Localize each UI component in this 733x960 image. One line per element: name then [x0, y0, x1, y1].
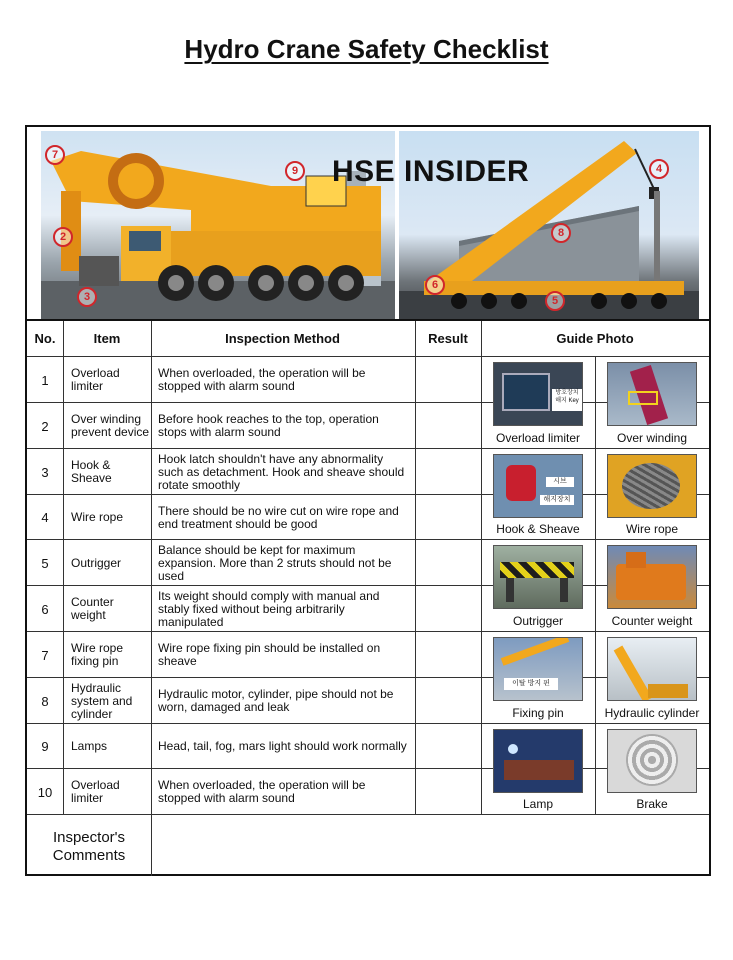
- header-result: Result: [428, 331, 468, 346]
- page-title: Hydro Crane Safety Checklist: [184, 34, 549, 64]
- marker-9: 9: [285, 161, 305, 181]
- row-no: 5: [41, 555, 49, 571]
- row-method: There should be no wire cut on wire rope and end treatment should be good: [158, 503, 399, 531]
- row-item: Wire rope: [71, 510, 124, 524]
- overload-tag-2: 해지 Key: [555, 398, 579, 404]
- fixing-pin-photo: [493, 637, 583, 701]
- table-header-row: [27, 321, 709, 356]
- comments-field[interactable]: [151, 815, 709, 877]
- guide-label: Hook & Sheave: [496, 522, 580, 536]
- outrigger-photo: [493, 545, 583, 609]
- row-no: 1: [41, 372, 49, 388]
- row-result[interactable]: [415, 632, 481, 678]
- brake-photo: [607, 729, 697, 793]
- marker-2: 2: [53, 227, 73, 247]
- row-result[interactable]: [415, 769, 481, 815]
- row-method: Its weight should comply with manual and stably fixed without being arbitrarily manipulated: [158, 588, 380, 629]
- guide-label: Wire rope: [625, 522, 678, 536]
- hydraulic-cylinder-photo: [607, 637, 697, 701]
- row-no: 3: [41, 464, 49, 480]
- guide-label: Lamp: [522, 797, 554, 811]
- guide-label: Counter weight: [611, 614, 693, 628]
- wire-rope-photo: [607, 454, 697, 518]
- row-method: When overloaded, the operation will be stopped with alarm sound: [158, 778, 366, 805]
- row-item: Overload limiter: [71, 778, 120, 805]
- header-guide-photo: Guide Photo: [556, 331, 634, 346]
- checklist-table: [27, 319, 709, 864]
- row-result[interactable]: [415, 357, 481, 403]
- marker-5: 5: [545, 291, 565, 311]
- guide-label: Fixing pin: [512, 706, 564, 720]
- row-item: Over winding prevent device: [71, 412, 150, 439]
- row-item: Hook & Sheave: [71, 458, 112, 485]
- marker-7: 7: [45, 145, 65, 165]
- row-method: Head, tail, fog, mars light should work normally: [158, 739, 407, 753]
- row-result[interactable]: [415, 403, 481, 449]
- header-inspection-method: Inspection Method: [225, 331, 340, 346]
- row-item: Wire rope fixing pin: [71, 641, 124, 668]
- guide-photo-outrigger: [481, 539, 595, 631]
- row-no: 8: [41, 693, 49, 709]
- marker-8: 8: [551, 223, 571, 243]
- row-no: 10: [37, 784, 53, 800]
- watermark-text: HSE INSIDER: [332, 155, 530, 188]
- guide-label: Brake: [636, 797, 668, 811]
- row-result[interactable]: [415, 495, 481, 540]
- header-item: Item: [93, 331, 121, 346]
- row-method: When overloaded, the operation will be stopped with alarm sound: [158, 366, 366, 393]
- counter-weight-photo: [607, 545, 697, 609]
- row-no: 9: [41, 739, 49, 754]
- marker-6: 6: [425, 275, 445, 295]
- guide-photo-fixing-pin: [481, 631, 595, 723]
- checklist-sheet: [25, 125, 711, 876]
- row-no: 2: [41, 418, 49, 434]
- overload-tag-1: 방호장치: [555, 390, 579, 396]
- row-method: Hydraulic motor, cylinder, pipe should not be worn, damaged and leak: [158, 687, 394, 714]
- marker-4: 4: [649, 159, 669, 179]
- overload-limiter-photo: [493, 362, 583, 426]
- hook-sheave-photo: [493, 454, 583, 518]
- row-no: 7: [41, 647, 49, 663]
- guide-photo-lamp: [481, 723, 595, 814]
- fixing-pin-tag: 이탈 방지 핀: [504, 678, 558, 690]
- row-method: Balance should be kept for maximum expansion. More than 2 struts should not be used: [158, 542, 392, 583]
- row-item: Lamps: [71, 739, 108, 753]
- guide-photo-wire-rope: [595, 448, 709, 539]
- header-no: No.: [34, 331, 56, 346]
- row-method: Wire rope fixing pin should be installed on sheave: [158, 641, 381, 668]
- row-item: Outrigger: [71, 555, 122, 570]
- comments-label: Inspector's Comments: [52, 829, 126, 864]
- marker-3: 3: [77, 287, 97, 307]
- row-result[interactable]: [415, 724, 481, 769]
- guide-photo-overload-limiter: [481, 356, 595, 448]
- guide-label: Outrigger: [512, 614, 564, 628]
- row-no: 6: [41, 601, 49, 617]
- guide-photo-brake: [595, 723, 709, 814]
- hook-tag-1: 시브: [546, 477, 574, 487]
- row-result[interactable]: [415, 449, 481, 495]
- row-result[interactable]: [415, 586, 481, 632]
- guide-photo-hydraulic-cylinder: [595, 631, 709, 723]
- guide-label: Hydraulic cylinder: [604, 706, 700, 720]
- row-method: Hook latch shouldn't have any abnormality such as detachment. Hook and sheave should rotate smoothly: [158, 451, 405, 492]
- guide-label: Over winding: [616, 431, 688, 445]
- row-result[interactable]: [415, 540, 481, 586]
- over-winding-photo: [607, 362, 697, 426]
- row-item: Counter weight: [71, 595, 114, 622]
- guide-label: Overload limiter: [495, 431, 581, 445]
- guide-photo-over-winding: [595, 356, 709, 448]
- row-item: Hydraulic system and cylinder: [71, 680, 133, 721]
- guide-photo-hook-sheave: [481, 448, 595, 539]
- comments-row: [27, 814, 709, 877]
- row-item: Overload limiter: [71, 366, 120, 393]
- row-method: Before hook reaches to the top, operation stops with alarm sound: [158, 412, 379, 439]
- guide-photo-counter-weight: [595, 539, 709, 631]
- lamp-photo: [493, 729, 583, 793]
- row-result[interactable]: [415, 678, 481, 724]
- row-no: 4: [41, 510, 49, 525]
- hook-tag-2: 해지장치: [540, 495, 574, 505]
